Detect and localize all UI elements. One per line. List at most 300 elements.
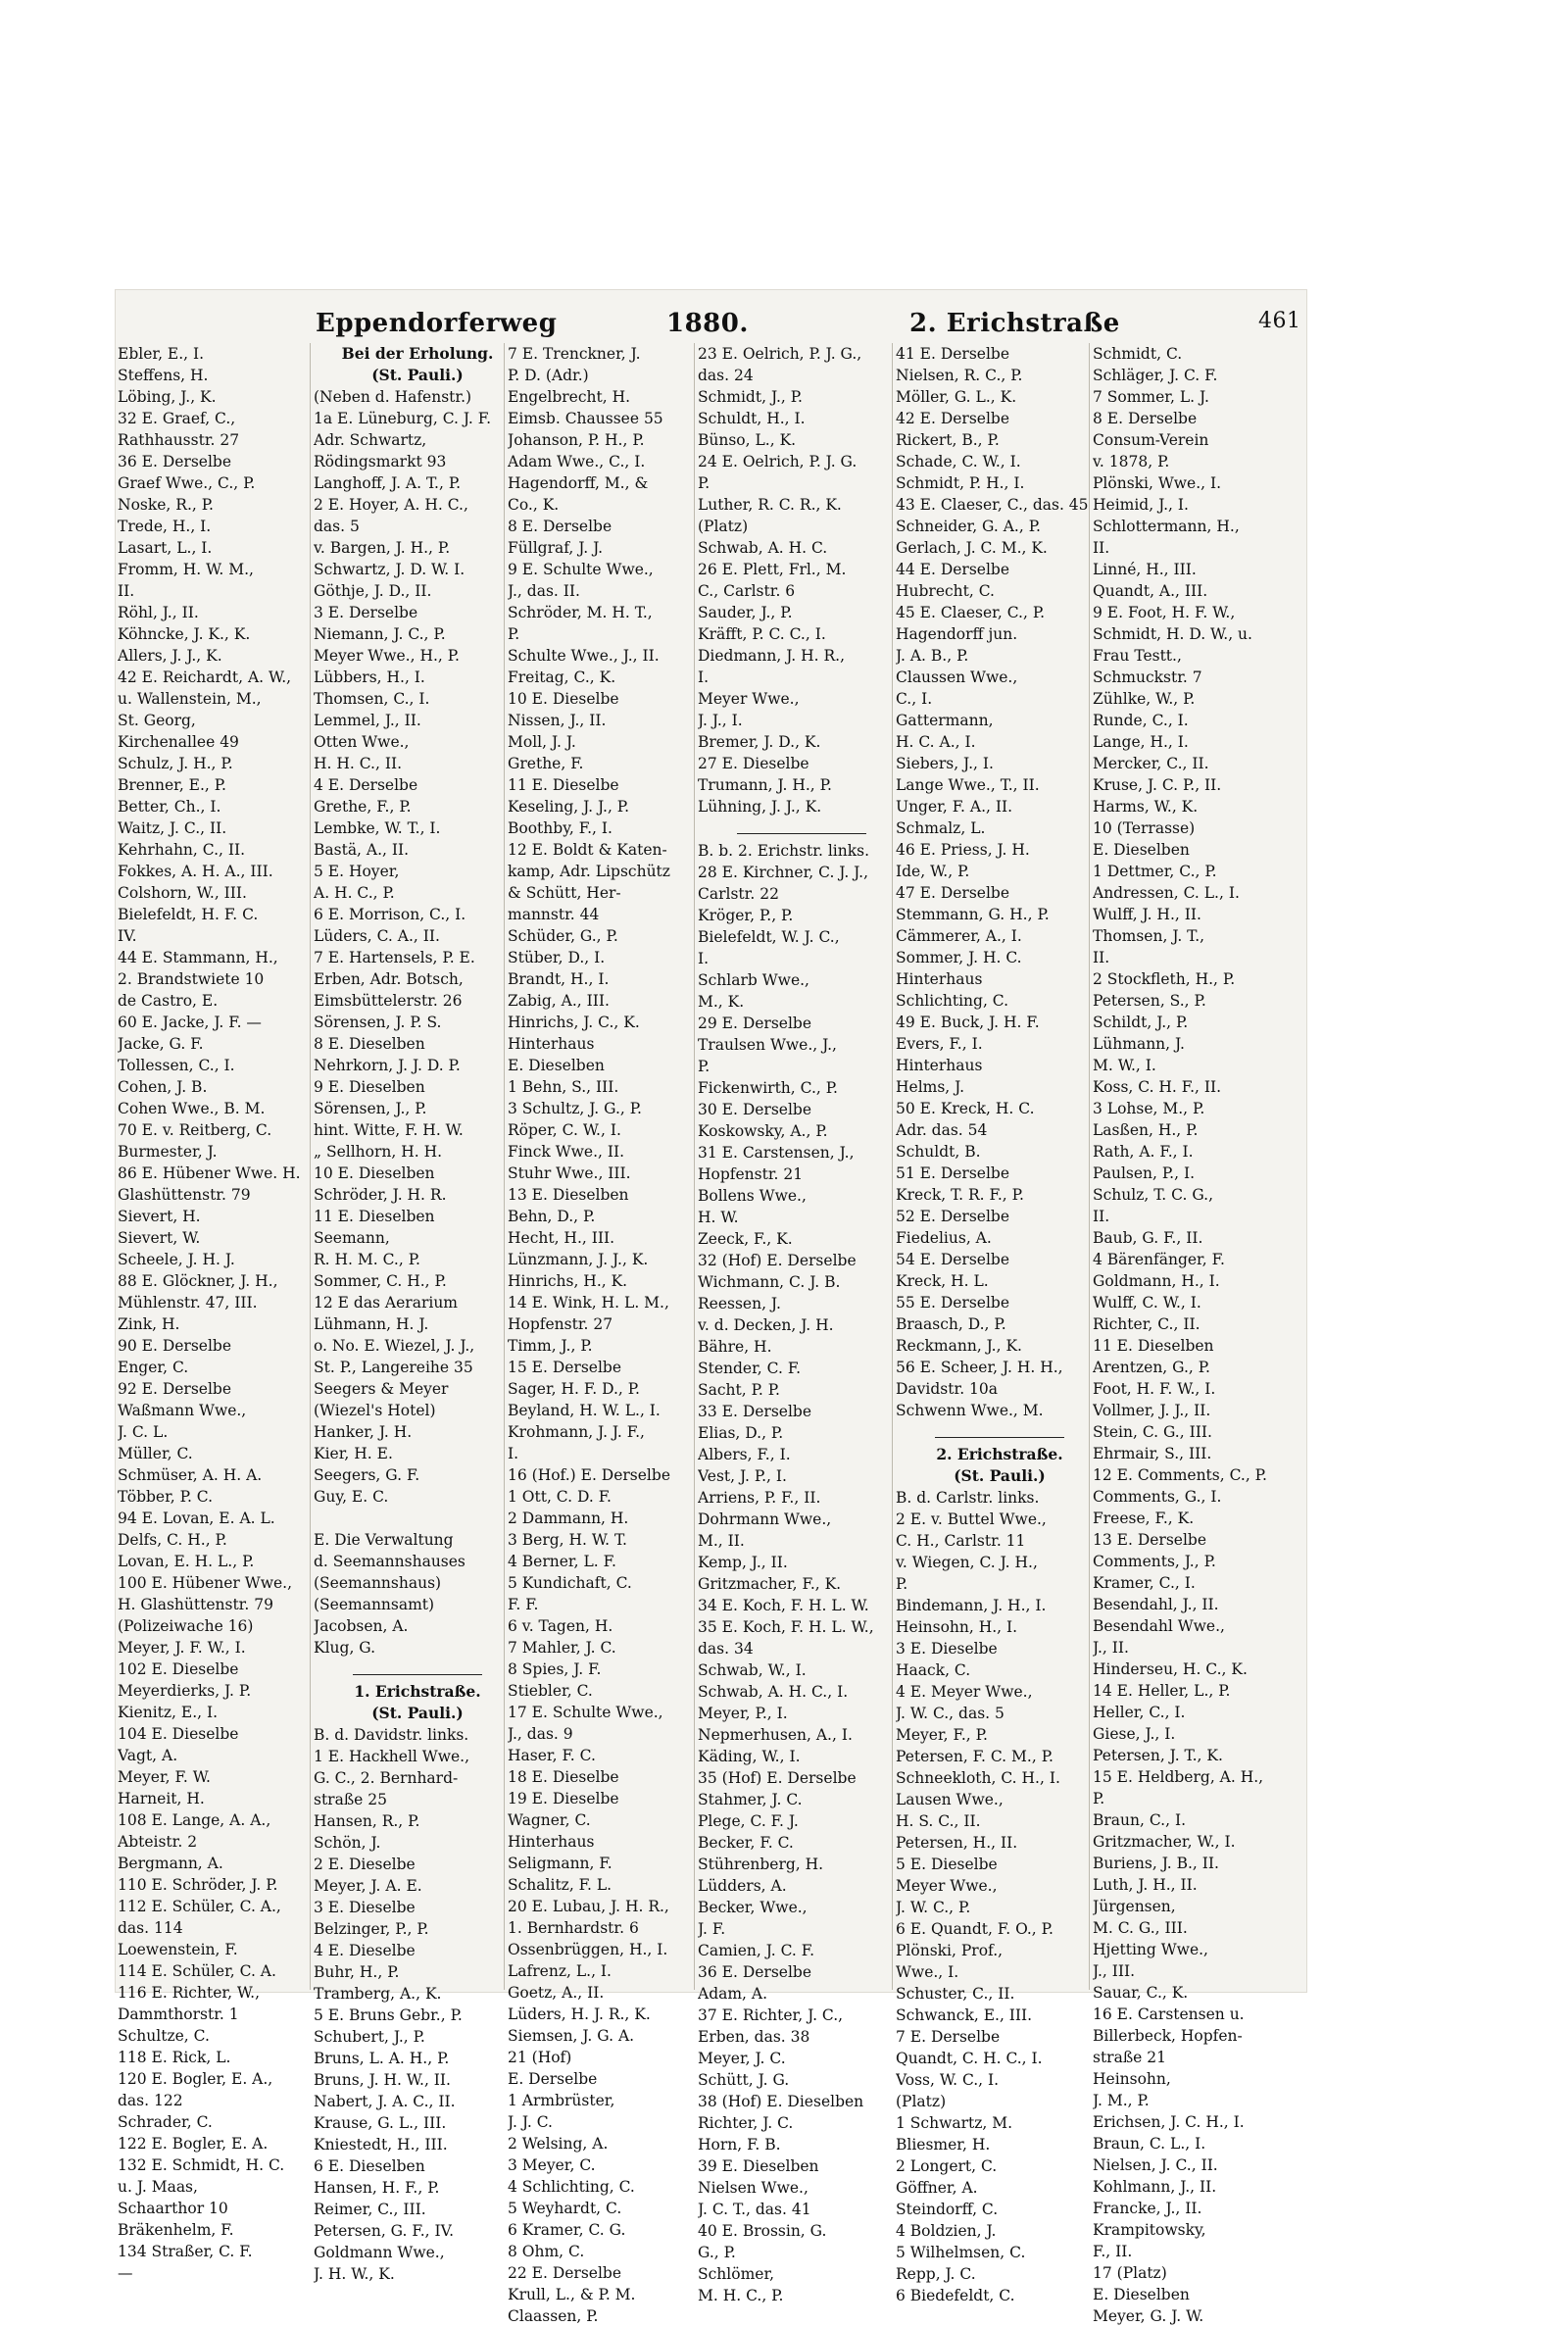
- directory-line: Braun, C. L., I.: [1093, 2135, 1206, 2153]
- directory-line: Paulsen, P., I.: [1093, 1164, 1195, 1182]
- directory-line: 17 E. Schulte Wwe.,: [508, 1704, 663, 1721]
- directory-line: 2. Brandstwiete 10: [118, 970, 265, 988]
- directory-line: Goetz, A., II.: [508, 1984, 605, 2002]
- directory-line: Cohen Wwe., B. M.: [118, 1100, 266, 1117]
- directory-line: M., II.: [698, 1532, 745, 1550]
- directory-line: Belzinger, P., P.: [314, 1920, 429, 1938]
- directory-line: C., I.: [896, 690, 933, 708]
- directory-line: Loewenstein, F.: [118, 1941, 238, 1958]
- directory-line: 28 E. Kirchner, C. J. J.,: [698, 864, 869, 881]
- directory-line: Boothby, F., I.: [508, 819, 612, 837]
- directory-line: 132 E. Schmidt, H. C.: [118, 2156, 285, 2174]
- directory-line: Schwanck, E., III.: [896, 2006, 1033, 2024]
- directory-line: Müller, C.: [118, 1445, 193, 1462]
- directory-line: 7 E. Hartensels, P. E.: [314, 949, 475, 966]
- directory-line: Bindemann, J. H., I.: [896, 1597, 1047, 1614]
- directory-column-3: [508, 343, 715, 2327]
- directory-line: 13 E. Dieselben: [508, 1186, 629, 1204]
- directory-line: 11 E. Dieselben: [1093, 1337, 1214, 1355]
- directory-line: 29 E. Derselbe: [698, 1015, 812, 1032]
- directory-line: Harms, W., K.: [1093, 798, 1199, 816]
- directory-line: Noske, R., P.: [118, 496, 214, 514]
- directory-line: 5 E. Dieselbe: [896, 1856, 998, 1873]
- directory-line: Quandt, A., III.: [1093, 582, 1208, 600]
- directory-line: 22 E. Derselbe: [508, 2264, 622, 2282]
- directory-line: Schmuckstr. 7: [1093, 668, 1202, 686]
- directory-line: Camien, J. C. F.: [698, 1942, 815, 1959]
- directory-line: Meyer, J. C.: [698, 2050, 786, 2067]
- directory-line: 6 E. Dieselben: [314, 2157, 425, 2175]
- directory-line: 2. Erichstraße.: [936, 1445, 1063, 1463]
- directory-line: Lemmel, J., II.: [314, 712, 421, 729]
- directory-line: Francke, J., II.: [1093, 2200, 1202, 2217]
- directory-line: Lühmann, H. J.: [314, 1315, 429, 1333]
- directory-line: Hjetting Wwe.,: [1093, 1941, 1208, 1958]
- directory-line: 24 E. Oelrich, P. J. G.: [698, 453, 858, 470]
- directory-line: 5 E. Bruns Gebr., P.: [314, 2006, 463, 2024]
- directory-line: Lünzmann, J. J., K.: [508, 1251, 649, 1268]
- directory-line: Johanson, P. H., P.: [508, 431, 645, 449]
- directory-line: Schrader, C.: [118, 2113, 213, 2131]
- directory-line: Hansen, H. F., P.: [314, 2179, 440, 2197]
- directory-line: Ehrmair, S., III.: [1093, 1445, 1212, 1462]
- directory-line: Grethe, F.: [508, 755, 584, 772]
- directory-line: 14 E. Heller, L., P.: [1093, 1682, 1231, 1700]
- directory-line: 2 Longert, C.: [896, 2157, 998, 2175]
- directory-line: Stahmer, J. C.: [698, 1791, 803, 1808]
- directory-line: 20 E. Lubau, J. H. R.,: [508, 1898, 669, 1915]
- directory-line: Finck Wwe., II.: [508, 1143, 625, 1161]
- directory-line: Voss, W. C., I.: [896, 2071, 1000, 2089]
- directory-line: Better, Ch., I.: [118, 798, 221, 816]
- directory-line: Kienitz, E., I.: [118, 1704, 219, 1721]
- directory-line: Schaarthor 10: [118, 2200, 228, 2217]
- directory-line: 4 E. Dieselbe: [314, 1942, 416, 1959]
- directory-line: Allers, J. J., K.: [118, 647, 222, 665]
- directory-line: Becker, Wwe.,: [698, 1899, 808, 1916]
- directory-line: 1 Armbrüster,: [508, 2092, 615, 2109]
- directory-line: 55 E. Derselbe: [896, 1294, 1010, 1312]
- directory-line: Trede, H., I.: [118, 518, 212, 535]
- directory-line: Co., K.: [508, 496, 560, 514]
- directory-line: Brenner, E., P.: [118, 776, 226, 794]
- directory-line: Bergmann, A.: [118, 1855, 223, 1872]
- directory-line: 60 E. Jacke, J. F. —: [118, 1014, 262, 1031]
- directory-line: Steindorff, C.: [896, 2201, 999, 2218]
- directory-line: 134 Straßer, C. F.: [118, 2243, 253, 2260]
- directory-line: Glashüttenstr. 79: [118, 1186, 251, 1204]
- directory-line: Burmester, J.: [118, 1143, 218, 1161]
- directory-line: Seemann,: [314, 1229, 390, 1247]
- directory-line: Krohmann, J. J. F.,: [508, 1423, 645, 1441]
- directory-line: Braasch, D., P.: [896, 1315, 1006, 1333]
- directory-line: Grethe, F., P.: [314, 798, 412, 816]
- directory-line: Bastä, A., II.: [314, 841, 410, 859]
- directory-line: 7 E. Derselbe: [896, 2028, 1001, 2046]
- directory-line: 45 E. Claeser, C., P.: [896, 604, 1046, 621]
- directory-line: 6 Biedefeldt, C.: [896, 2287, 1015, 2304]
- directory-line: 35 (Hof) E. Derselbe: [698, 1769, 857, 1787]
- directory-line: 47 E. Derselbe: [896, 884, 1010, 902]
- directory-line: Becker, F. C.: [698, 1834, 794, 1852]
- directory-line: Schröder, M. H. T.,: [508, 604, 653, 621]
- directory-line: Lüders, H. J. R., K.: [508, 2005, 651, 2023]
- directory-column-2: [314, 343, 521, 2285]
- directory-line: Koss, C. H. F., II.: [1093, 1078, 1222, 1096]
- directory-line: Evers, F., I.: [896, 1035, 983, 1053]
- directory-line: H. Glashüttenstr. 79: [118, 1596, 273, 1613]
- directory-line: J. W. C., das. 5: [896, 1705, 1004, 1722]
- directory-line: Petersen, S., P.: [1093, 992, 1206, 1010]
- section-rule: [935, 1427, 1064, 1438]
- directory-line: 15 E. Heldberg, A. H.,: [1093, 1768, 1264, 1786]
- directory-line: Heller, C., I.: [1093, 1704, 1186, 1721]
- directory-line: J. W. C., P.: [896, 1899, 971, 1916]
- directory-line: Schade, C. W., I.: [896, 453, 1021, 470]
- directory-line: Fickenwirth, C., P.: [698, 1079, 838, 1097]
- directory-line: Hinrichs, H., K.: [508, 1272, 628, 1290]
- directory-line: Lausen Wwe.,: [896, 1791, 1004, 1808]
- directory-line: P.: [1093, 1790, 1105, 1807]
- directory-line: straße 21: [1093, 2049, 1167, 2066]
- directory-line: (St. Pauli.): [371, 1704, 464, 1722]
- directory-column-5: [896, 343, 1103, 2306]
- directory-line: Delfs, C. H., P.: [118, 1531, 227, 1549]
- directory-line: 9 E. Schulte Wwe.,: [508, 561, 654, 578]
- directory-line: Meyer, J. A. E.: [314, 1877, 422, 1895]
- directory-line: 5 Wilhelmsen, C.: [896, 2244, 1026, 2261]
- directory-line: Kemp, J., II.: [698, 1554, 788, 1571]
- directory-line: Buriens, J. B., II.: [1093, 1855, 1219, 1872]
- directory-line: I.: [698, 668, 710, 686]
- directory-line: Stüber, D., I.: [508, 949, 606, 966]
- directory-line: Carlstr. 22: [698, 885, 779, 903]
- directory-line: Vest, J. P., I.: [698, 1467, 787, 1485]
- directory-line: J. J. C.: [508, 2113, 553, 2131]
- directory-line: 120 E. Bogler, E. A.,: [118, 2070, 273, 2088]
- directory-line: Krull, L., & P. M.: [508, 2286, 636, 2303]
- directory-line: 37 E. Richter, J. C.,: [698, 2006, 844, 2024]
- directory-line: J., das. II.: [508, 582, 580, 600]
- directory-line: Thomsen, C., I.: [314, 690, 430, 708]
- directory-line: Hecht, H., III.: [508, 1229, 615, 1247]
- directory-line: Wulff, C. W., I.: [1093, 1294, 1201, 1312]
- directory-line: Arriens, P. F., II.: [698, 1489, 821, 1507]
- directory-line: Hinderseu, H. C., K.: [1093, 1660, 1248, 1678]
- directory-line: Behn, D., P.: [508, 1208, 596, 1225]
- directory-line: Graef Wwe., C., P.: [118, 474, 256, 492]
- directory-line: Gritzmacher, W., I.: [1093, 1833, 1236, 1851]
- directory-line: Lühmann, J.: [1093, 1035, 1185, 1053]
- directory-line: Lange Wwe., T., II.: [896, 776, 1040, 794]
- directory-line: Bräkenhelm, F.: [118, 2221, 234, 2239]
- directory-line: Hopfenstr. 21: [698, 1165, 804, 1183]
- directory-line: Stemmann, G. H., P.: [896, 906, 1050, 923]
- directory-line: 5 E. Hoyer,: [314, 863, 400, 880]
- directory-line: 14 E. Wink, H. L. M.,: [508, 1294, 669, 1312]
- directory-line: Erben, Adr. Botsch,: [314, 970, 464, 988]
- directory-line: 11 E. Dieselben: [314, 1208, 435, 1225]
- directory-line: 41 E. Derselbe: [896, 345, 1010, 363]
- directory-line: 3 Meyer, C.: [508, 2156, 596, 2174]
- directory-line: Hagendorff, M., &: [508, 474, 649, 492]
- directory-line: Tollessen, C., I.: [118, 1057, 235, 1074]
- directory-column-1: [118, 343, 325, 2284]
- directory-line: II.: [1093, 949, 1110, 966]
- directory-line: 3 E. Derselbe: [314, 604, 418, 621]
- directory-line: Harneit, H.: [118, 1790, 205, 1807]
- directory-line: 8 E. Dieselben: [314, 1035, 425, 1053]
- directory-line: 3 E. Dieselbe: [896, 1640, 998, 1658]
- directory-line: Kreck, H. L.: [896, 1272, 989, 1290]
- directory-line: Goldmann Wwe.,: [314, 2244, 445, 2261]
- directory-line: Luther, R. C. R., K.: [698, 496, 842, 514]
- directory-line: Stiebler, C.: [508, 1682, 593, 1700]
- directory-line: 1 Ott, C. D. F.: [508, 1488, 612, 1506]
- directory-line: Fromm, H. W. M.,: [118, 561, 254, 578]
- directory-line: Cämmerer, A., I.: [896, 927, 1022, 945]
- directory-line: Sievert, H.: [118, 1208, 201, 1225]
- directory-line: Lasart, L., I.: [118, 539, 213, 557]
- directory-line: 23 E. Oelrich, P. J. G.,: [698, 345, 862, 363]
- directory-line: Gerlach, J. C. M., K.: [896, 539, 1048, 557]
- directory-line: 94 E. Lovan, E. A. L.: [118, 1510, 275, 1527]
- directory-line: Baub, G. F., II.: [1093, 1229, 1203, 1247]
- directory-line: F., II.: [1093, 2243, 1133, 2260]
- directory-line: Käding, W., I.: [698, 1748, 801, 1765]
- directory-line: 2 E. Dieselbe: [314, 1856, 416, 1873]
- directory-line: Kier, H. E.: [314, 1445, 393, 1462]
- directory-line: Petersen, H., II.: [896, 1834, 1018, 1852]
- directory-line: Timm, J., P.: [508, 1337, 593, 1355]
- directory-line: Repp, J. C.: [896, 2265, 976, 2283]
- directory-line: J., III.: [1093, 1962, 1136, 1980]
- directory-line: Meyer Wwe., H., P.: [314, 647, 460, 665]
- directory-line: 6 Kramer, C. G.: [508, 2221, 626, 2239]
- directory-line: Lüdders, A.: [698, 1877, 787, 1895]
- directory-line: Engelbrecht, H.: [508, 388, 631, 406]
- directory-line: Wichmann, C. J. B.: [698, 1273, 841, 1291]
- directory-line: E. Dieselben: [1093, 841, 1190, 859]
- directory-line: Schalitz, F. L.: [508, 1876, 612, 1894]
- directory-line: 92 E. Derselbe: [118, 1380, 232, 1398]
- directory-line: 6 E. Morrison, C., I.: [314, 906, 466, 923]
- directory-line: J. H. W., K.: [314, 2265, 395, 2283]
- directory-line: (Platz): [896, 2093, 947, 2110]
- directory-line: v. 1878, P.: [1093, 453, 1170, 470]
- directory-line: Schmidt, H. D. W., u.: [1093, 625, 1252, 643]
- directory-line: 118 E. Rick, L.: [118, 2049, 231, 2066]
- directory-line: 3 E. Dieselbe: [314, 1899, 416, 1916]
- directory-line: Hubrecht, C.: [896, 582, 995, 600]
- directory-line: E. Die Verwaltung: [314, 1531, 454, 1549]
- directory-line: Meyer, J. F. W., I.: [118, 1639, 246, 1657]
- directory-line: Schubert, J., P.: [314, 2028, 425, 2046]
- directory-line: I.: [698, 950, 710, 967]
- directory-line: Hansen, R., P.: [314, 1812, 420, 1830]
- directory-line: Schneider, G. A., P.: [896, 518, 1041, 535]
- directory-line: 39 E. Dieselben: [698, 2157, 819, 2175]
- directory-line: Schulte Wwe., J., II.: [508, 647, 660, 665]
- directory-line: Langhoff, J. A. T., P.: [314, 474, 462, 492]
- directory-line: Kreck, T. R. F., P.: [896, 1186, 1024, 1204]
- directory-line: 10 E. Dieselben: [314, 1164, 435, 1182]
- directory-line: 18 E. Dieselbe: [508, 1768, 619, 1786]
- directory-line: 4 E. Meyer Wwe.,: [896, 1683, 1033, 1701]
- directory-line: Schuster, C., II.: [896, 1985, 1015, 2003]
- directory-line: Meyer Wwe.,: [896, 1877, 998, 1895]
- directory-line: Sievert, W.: [118, 1229, 201, 1247]
- directory-line: Koskowsky, A., P.: [698, 1122, 828, 1140]
- directory-line: Heinsohn, H., I.: [896, 1618, 1018, 1636]
- directory-line: Plege, C. F. J.: [698, 1812, 799, 1830]
- directory-line: C. H., Carlstr. 11: [896, 1532, 1026, 1550]
- directory-line: Quandt, C. H. C., I.: [896, 2050, 1043, 2067]
- directory-line: Klug, G.: [314, 1639, 376, 1657]
- directory-line: Claussen Wwe.,: [896, 668, 1018, 686]
- directory-line: v. Wiegen, C. J. H.,: [896, 1554, 1038, 1571]
- directory-line: 114 E. Schüler, C. A.: [118, 1962, 276, 1980]
- directory-line: Siebers, J., I.: [896, 755, 994, 772]
- directory-line: Hopfenstr. 27: [508, 1315, 613, 1333]
- directory-line: Niemann, J. C., P.: [314, 625, 446, 643]
- directory-line: Kehrhahn, C., II.: [118, 841, 246, 859]
- directory-line: E. Dieselben: [1093, 2286, 1190, 2303]
- directory-line: das. 122: [118, 2092, 183, 2109]
- directory-line: 12 E das Aerarium: [314, 1294, 459, 1312]
- directory-line: 9 E. Foot, H. F. W.,: [1093, 604, 1236, 621]
- directory-line: Zabig, A., III.: [508, 992, 610, 1010]
- directory-line: 30 E. Derselbe: [698, 1101, 812, 1118]
- directory-line: 70 E. v. Reitberg, C.: [118, 1121, 272, 1139]
- directory-line: Schulz, T. C. G.,: [1093, 1186, 1214, 1204]
- directory-line: 3 Berg, H. W. T.: [508, 1531, 627, 1549]
- directory-line: das. 34: [698, 1640, 754, 1658]
- directory-line: 3 Lohse, M., P.: [1093, 1100, 1205, 1117]
- directory-line: 38 (Hof) E. Dieselben: [698, 2093, 864, 2110]
- directory-line: B. d. Davidstr. links.: [314, 1726, 469, 1744]
- directory-line: Horn, F. B.: [698, 2136, 781, 2154]
- directory-line: Dohrmann Wwe.,: [698, 1510, 832, 1528]
- directory-line: Waitz, J. C., II.: [118, 819, 227, 837]
- directory-column-6: [1093, 343, 1300, 2327]
- directory-line: 13 E. Derselbe: [1093, 1531, 1207, 1549]
- directory-line: G., P.: [698, 2244, 736, 2261]
- directory-line: Elias, D., P.: [698, 1424, 784, 1442]
- directory-line: P.: [508, 625, 520, 643]
- directory-line: Traulsen Wwe., J.,: [698, 1036, 837, 1054]
- directory-line: Freese, F., K.: [1093, 1510, 1195, 1527]
- directory-line: Bei der Erholung.: [341, 344, 494, 363]
- directory-line: 50 E. Kreck, H. C.: [896, 1100, 1035, 1117]
- directory-line: M. C. G., III.: [1093, 1919, 1188, 1937]
- directory-line: Sauar, C., K.: [1093, 1984, 1189, 2002]
- directory-line: Jacke, G. F.: [118, 1035, 204, 1053]
- directory-line: M., K.: [698, 993, 745, 1011]
- directory-line: Reckmann, J., K.: [896, 1337, 1022, 1355]
- directory-line: 2 Welsing, A.: [508, 2135, 609, 2153]
- directory-line: Abteistr. 2: [118, 1833, 198, 1851]
- directory-line: Sauder, J., P.: [698, 604, 793, 621]
- directory-line: 42 E. Reichardt, A. W.,: [118, 668, 292, 686]
- directory-line: Schneekloth, C. H., I.: [896, 1769, 1060, 1787]
- directory-line: 100 E. Hübener Wwe.,: [118, 1574, 292, 1592]
- directory-line: Vollmer, J. J., II.: [1093, 1402, 1211, 1419]
- directory-line: Reimer, C., III.: [314, 2201, 426, 2218]
- directory-line: Schön, J.: [314, 1834, 381, 1852]
- directory-line: mannstr. 44: [508, 906, 600, 923]
- directory-line: 1 E. Hackhell Wwe.,: [314, 1748, 470, 1765]
- directory-line: Rödingsmarkt 93: [314, 453, 447, 470]
- directory-line: J., das. 9: [508, 1725, 573, 1743]
- directory-line: 15 E. Derselbe: [508, 1359, 622, 1376]
- directory-line: Adam, A.: [698, 1985, 768, 2003]
- directory-line: Möller, G. L., K.: [896, 388, 1017, 406]
- directory-line: Nehrkorn, J. J. D. P.: [314, 1057, 461, 1074]
- directory-line: 36 E. Derselbe: [698, 1963, 812, 1981]
- directory-line: Sacht, P. P.: [698, 1381, 780, 1399]
- directory-line: straße 25: [314, 1791, 388, 1808]
- directory-line: Hinterhaus: [508, 1035, 595, 1053]
- directory-line: 1. Erichstraße.: [354, 1682, 481, 1701]
- directory-line: 4 Schlichting, C.: [508, 2178, 635, 2196]
- directory-line: Krause, G. L., III.: [314, 2114, 447, 2132]
- directory-line: Bähre, H.: [698, 1338, 772, 1356]
- directory-line: Frau Testt.,: [1093, 647, 1182, 665]
- directory-line: 32 (Hof) E. Derselbe: [698, 1252, 857, 1269]
- directory-line: o. No. E. Wiezel, J. J.,: [314, 1337, 475, 1355]
- directory-line: d. Seemannshauses: [314, 1553, 466, 1570]
- directory-line: Claassen, P.: [508, 2307, 599, 2325]
- directory-line: Petersen, F. C. M., P.: [896, 1748, 1054, 1765]
- directory-line: 5 Kundichaft, C.: [508, 1574, 632, 1592]
- directory-line: Reessen, J.: [698, 1295, 781, 1312]
- directory-line: 12 E. Boldt & Katen-: [508, 841, 667, 859]
- directory-line: (Platz): [698, 518, 749, 535]
- directory-line: J. F.: [698, 1920, 726, 1938]
- directory-line: Schildt, J., P.: [1093, 1014, 1189, 1031]
- directory-line: Heinsohn,: [1093, 2070, 1171, 2088]
- directory-line: Comments, J., P.: [1093, 1553, 1216, 1570]
- directory-line: Schmalz, L.: [896, 819, 986, 837]
- directory-line: —: [118, 2264, 133, 2282]
- directory-line: St. P., Langereihe 35: [314, 1359, 473, 1376]
- directory-line: Eimsb. Chaussee 55: [508, 410, 663, 427]
- directory-line: Nissen, J., II.: [508, 712, 607, 729]
- directory-line: Sörensen, J. P. S.: [314, 1014, 442, 1031]
- directory-line: 10 E. Dieselbe: [508, 690, 619, 708]
- directory-line: 112 E. Schüler, C. A.,: [118, 1898, 281, 1915]
- directory-line: u. Wallenstein, M.,: [118, 690, 262, 708]
- directory-line: 49 E. Buck, J. H. F.: [896, 1014, 1040, 1031]
- directory-line: Trumann, J. H., P.: [698, 776, 832, 794]
- directory-line: Schläger, J. C. F.: [1093, 367, 1218, 384]
- directory-line: Billerbeck, Hopfen-: [1093, 2027, 1243, 2045]
- directory-line: & Schütt, Her-: [508, 884, 621, 902]
- directory-line: 11 E. Dieselbe: [508, 776, 619, 794]
- directory-line: Schlottermann, H.,: [1093, 518, 1240, 535]
- directory-line: kamp, Adr. Lipschütz: [508, 863, 670, 880]
- directory-line: Gattermann,: [896, 712, 994, 729]
- directory-line: 21 (Hof): [508, 2049, 572, 2066]
- directory-line: J. M., P.: [1093, 2092, 1150, 2109]
- directory-line: Sager, H. F. D., P.: [508, 1380, 640, 1398]
- directory-line: 90 E. Derselbe: [118, 1337, 232, 1355]
- directory-line: 51 E. Derselbe: [896, 1164, 1010, 1182]
- directory-line: Schwab, A. H. C., I.: [698, 1683, 849, 1701]
- directory-line: Schröder, J. H. R.: [314, 1186, 447, 1204]
- directory-line: Unger, F. A., II.: [896, 798, 1013, 816]
